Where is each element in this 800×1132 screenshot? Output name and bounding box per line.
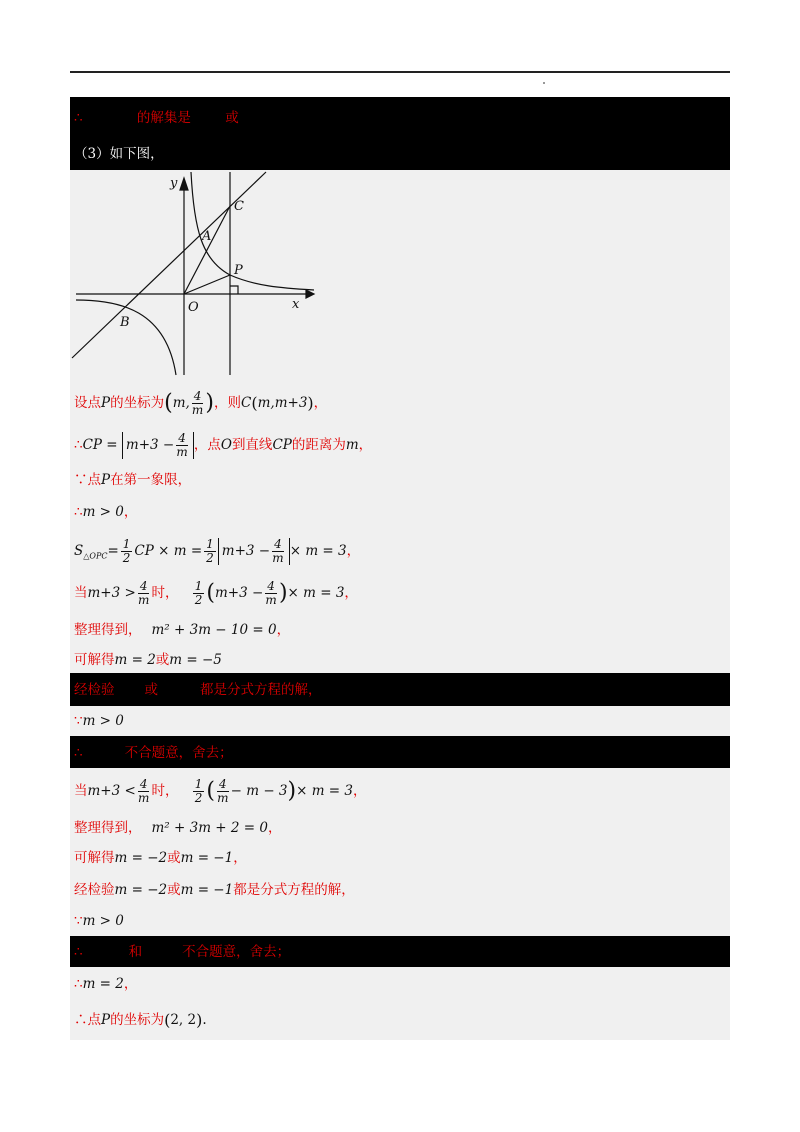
line-2: ∴CP = m+3 − $\frac{4}{m}$ ，点O到直线CP的距离为m， [74,431,373,459]
line-3: ∵点P在第一象限， [74,472,192,488]
right-angle-mark [230,286,238,294]
line-4: ∴m > 0， [74,504,138,520]
line-13: 经检验m = −2或m = −1都是分式方程的解， [74,882,355,898]
band2-line: 经检验 或 都是分式方程的解， [74,682,322,698]
band3-line: ∴ 不合题意，舍去； [74,745,233,761]
band1-line2: （3）如下图， [74,146,164,162]
line-12: 可解得m = −2或m = −1， [74,850,247,866]
solution-panel-2 [70,706,730,736]
label-b: B [120,315,130,330]
coordinate-figure [70,170,330,378]
line-8: 可解得m = 2或m = −5 [74,652,222,668]
line-15: ∴m = 2， [74,976,138,992]
y-axis-arrow [180,178,188,190]
label-c: C [234,199,244,214]
label-y: y [170,176,178,191]
hyperbola-branch-2 [76,300,176,375]
band4-line: ∴ 和 不合题意，舍去； [74,944,291,960]
band1-line1: ∴ 的解集是 或 [74,110,239,126]
line-9: ∵m > 0 [74,713,124,729]
label-a: A [202,229,212,244]
segment-oc [184,206,230,294]
label-o: O [188,300,199,315]
line-7: 整理得到， m² + 3m − 10 = 0， [74,622,291,638]
line-1: 设点P的坐标为(m, $\frac{4}{m}$ )，则C(m,m+3)， [74,389,328,417]
x-axis-arrow [306,290,314,298]
line-11: 整理得到， m² + 3m + 2 = 0， [74,820,282,836]
header-rule [70,71,730,73]
label-p: P [234,263,243,278]
line-6: 当m+3 > $\frac{4}{m}$ 时， $\frac{1}{2}$ (m+3 − $\frac{4}{m}$ )× m = 3， [74,579,358,607]
line-14: ∵m > 0 [74,913,124,929]
line-5: $S_{\triangle OPC}=$ $\frac{1}{2}$ CP × m = $\frac{1}{2}$ m+3 − $\frac{4}{m}$ × m = 3， [74,537,361,565]
line-10: 当m+3 < $\frac{4}{m}$ 时， $\frac{1}{2}$ ( $\frac{4}{m}$ − m − 3)× m = 3， [74,777,367,805]
line-16: ∴点P的坐标为(2, 2). [74,1010,207,1030]
segment-op [184,275,230,294]
label-x: x [292,297,300,312]
header-dot [543,82,545,84]
